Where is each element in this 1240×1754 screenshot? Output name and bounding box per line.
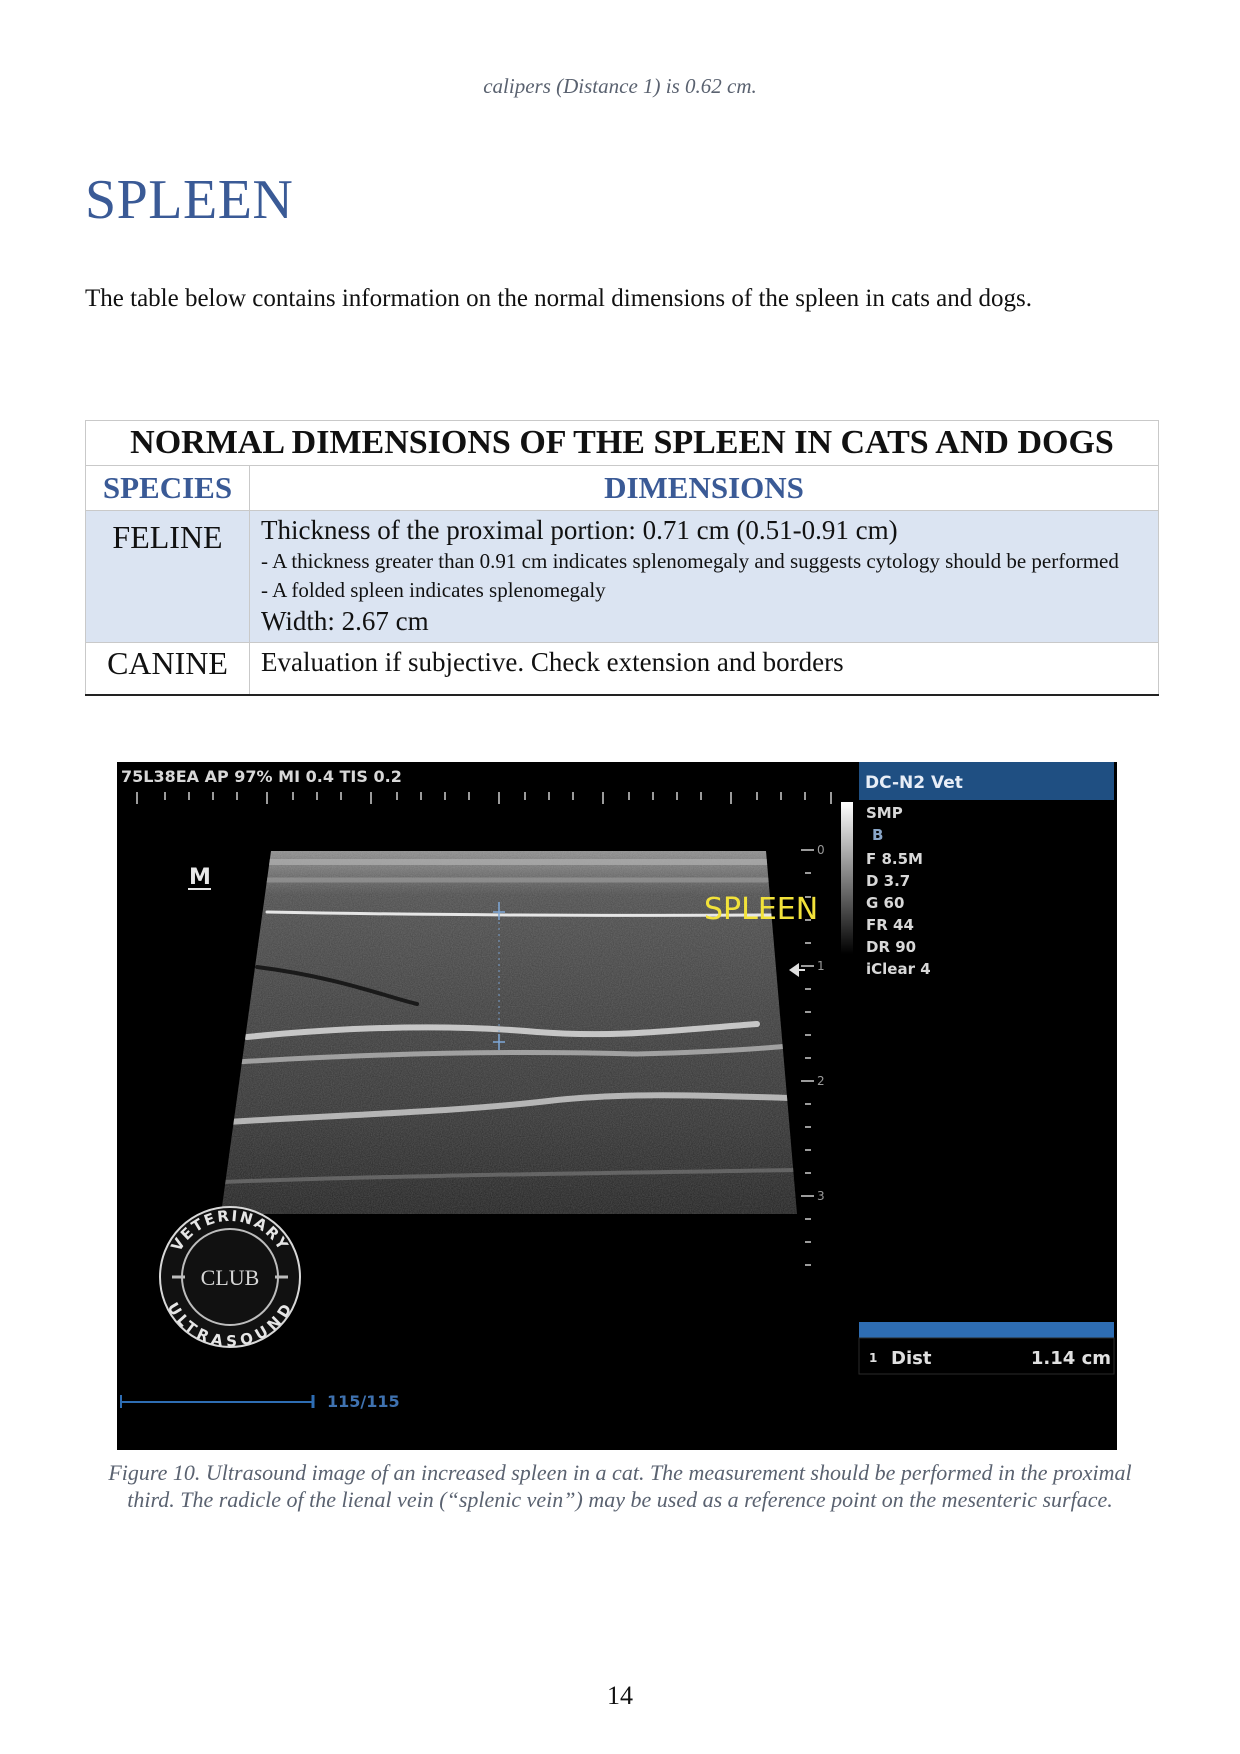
figure-caption: Figure 10. Ultrasound image of an increased spleen in a cat. The measurement should be performed in the proximal third. The radicle of the lienal vein (“splenic vein”) may be used as a reference point on the mesenteric surface. — [108, 1460, 1132, 1512]
logo-text-middle: CLUB — [200, 1265, 260, 1290]
logo-text-bottom: ULTRASOUND — [163, 1299, 297, 1351]
setting-depth: D 3.7 — [866, 872, 911, 890]
device-model: DC-N2 Vet — [865, 773, 963, 793]
logo-text-top: VETERINARY — [167, 1206, 293, 1255]
depth-label-3: 3 — [817, 1189, 825, 1203]
depth-label-0: 0 — [817, 843, 825, 857]
m-mode-marker: M — [189, 865, 211, 890]
section-title: SPLEEN — [85, 169, 294, 231]
intro-paragraph: The table below contains information on the normal dimensions of the spleen in cats and dogs. — [85, 285, 1033, 312]
ultrasound-figure — [117, 762, 1117, 1450]
depth-label-2: 2 — [817, 1074, 825, 1088]
species-canine: CANINE — [86, 643, 250, 696]
spleen-dimensions-table — [85, 420, 1159, 696]
measurement-value: 1.14 cm — [1030, 1348, 1111, 1369]
table-row-feline — [86, 511, 1159, 643]
table-row-canine — [86, 643, 1159, 696]
depth-label-1: 1 — [817, 959, 825, 973]
table-title: NORMAL DIMENSIONS OF THE SPLEEN IN CATS AND DOGS — [86, 421, 1159, 466]
measurement-panel-bar — [859, 1322, 1114, 1338]
header-species: SPECIES — [86, 466, 250, 511]
setting-frame-rate: FR 44 — [866, 916, 914, 934]
setting-b: B — [872, 826, 884, 844]
setting-smp: SMP — [866, 804, 903, 822]
measurement-index: 1 — [869, 1351, 878, 1365]
canine-evaluation: Evaluation if subjective. Check extension and borders — [261, 647, 844, 677]
page-number: 14 — [607, 1681, 633, 1710]
continued-caption: calipers (Distance 1) is 0.62 cm. — [483, 74, 757, 98]
feline-note-folded: - A folded spleen indicates splenomegaly — [261, 578, 606, 602]
setting-dynamic-range: DR 90 — [866, 938, 917, 956]
feline-width: Width: 2.67 cm — [261, 606, 429, 636]
setting-iclear: iClear 4 — [866, 960, 931, 978]
species-feline: FELINE — [86, 511, 250, 643]
grayscale-bar — [841, 802, 853, 954]
frame-counter: 115/115 — [327, 1392, 400, 1411]
measurement-label: Dist — [891, 1348, 932, 1369]
feline-note-cytology: - A thickness greater than 0.91 cm indicates splenomegaly and suggests cytology should be performed — [261, 549, 1119, 573]
feline-thickness: Thickness of the proximal portion: 0.71 cm (0.51-0.91 cm) — [261, 515, 898, 545]
dimensions-feline — [250, 511, 1159, 643]
setting-gain: G 60 — [866, 894, 905, 912]
organ-label: SPLEEN — [704, 892, 819, 927]
dimensions-canine — [250, 643, 1159, 696]
header-dimensions: DIMENSIONS — [250, 466, 1159, 511]
setting-frequency: F 8.5M — [866, 850, 923, 868]
probe-info: 75L38EA AP 97% MI 0.4 TIS 0.2 — [121, 767, 402, 786]
